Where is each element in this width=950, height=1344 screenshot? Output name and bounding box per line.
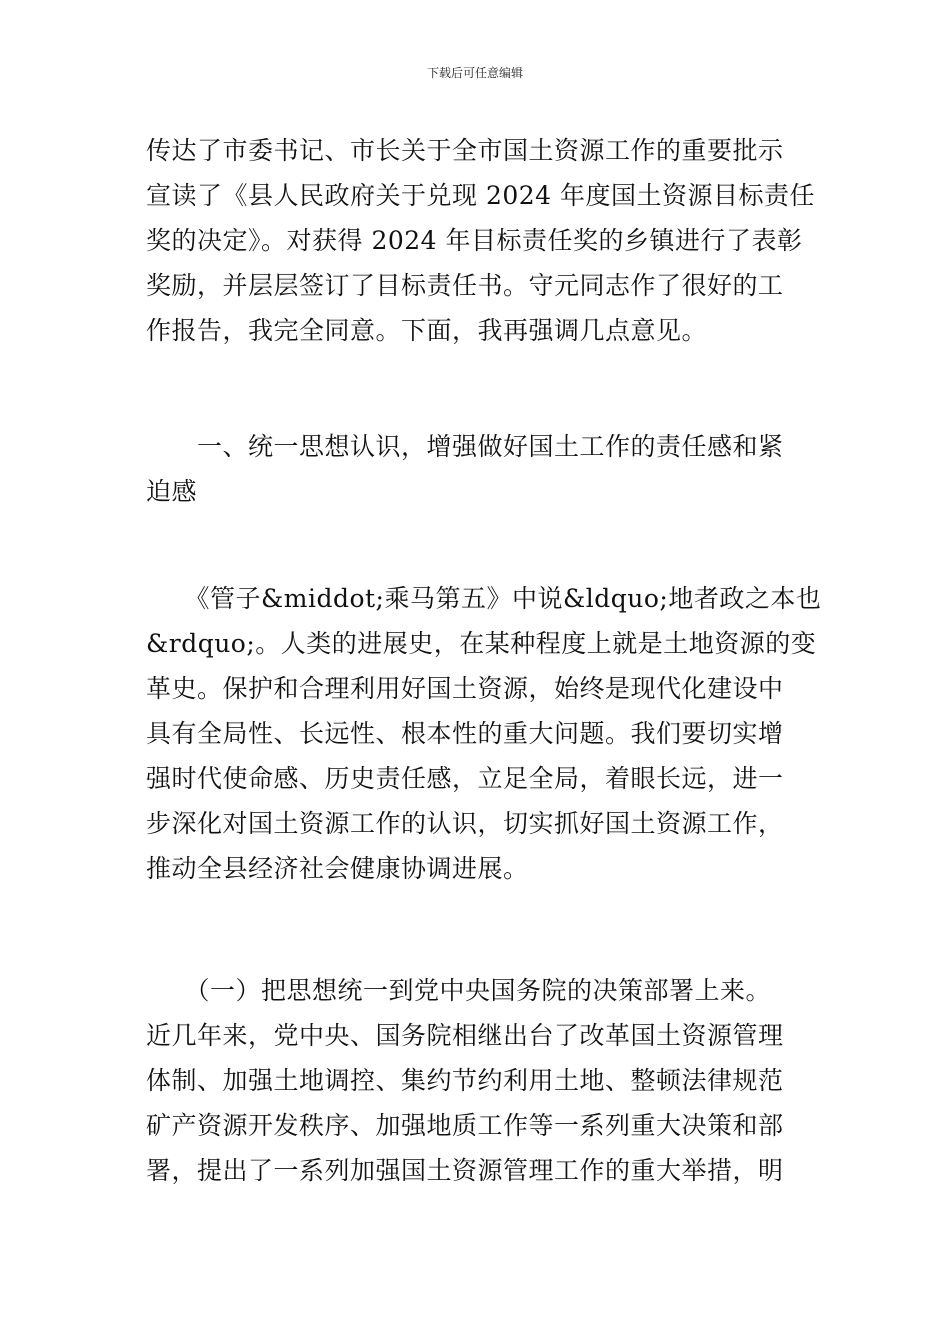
heading-line: 一、统一思想认识，增强做好国土工作的责任感和紧 xyxy=(146,432,784,461)
paragraph-line: 具有全局性、长远性、根本性的重大问题。我们要切实增 xyxy=(146,719,784,748)
paragraph-line: 传达了市委书记、市长关于全市国土资源工作的重要批示 xyxy=(146,136,784,165)
paragraph-1 xyxy=(146,128,816,353)
paragraph-line: 署，提出了一系列加强国土资源管理工作的重大举措，明 xyxy=(146,1156,784,1185)
paragraph-line: 矿产资源开发秩序、加强地质工作等一系列重大决策和部 xyxy=(146,1111,784,1140)
paragraph-line: 推动全县经济社会健康协调进展。 xyxy=(146,854,529,883)
paragraph-line: 作报告，我完全同意。下面，我再强调几点意见。 xyxy=(146,316,708,345)
heading-line: 迫感 xyxy=(146,477,198,506)
paragraph-line: （一）把思想统一到党中央国务院的决策部署上来。 xyxy=(146,976,772,1005)
paragraph-line: &rdquo;。人类的进展史，在某种程度上就是土地资源的变 xyxy=(146,629,817,658)
paragraph-line: 体制、加强土地调控、集约节约利用土地、整顿法律规范 xyxy=(146,1066,784,1095)
paragraph-3 xyxy=(146,968,806,1193)
paragraph-line: 奖的决定》。对获得 2024 年目标责任奖的乡镇进行了表彰 xyxy=(146,226,803,255)
paragraph-line: 奖励，并层层签订了目标责任书。守元同志作了很好的工 xyxy=(146,271,784,300)
paragraph-line: 步深化对国土资源工作的认识，切实抓好国土资源工作， xyxy=(146,809,784,838)
paragraph-line: 革史。保护和合理利用好国土资源，始终是现代化建设中 xyxy=(146,674,784,703)
paragraph-line: 强时代使命感、历史责任感，立足全局，着眼长远，进一 xyxy=(146,764,784,793)
section-heading-1 xyxy=(146,424,806,514)
paragraph-line: 《管子&middot;乘马第五》中说&ldquo;地者政之本也 xyxy=(146,584,822,613)
page-header-note: 下载后可任意编辑 xyxy=(426,66,523,80)
paragraph-line: 宣读了《县人民政府关于兑现 2024 年度国土资源目标责任 xyxy=(146,181,816,210)
paragraph-2 xyxy=(146,576,822,891)
paragraph-line: 近几年来，党中央、国务院相继出台了改革国土资源管理 xyxy=(146,1021,784,1050)
